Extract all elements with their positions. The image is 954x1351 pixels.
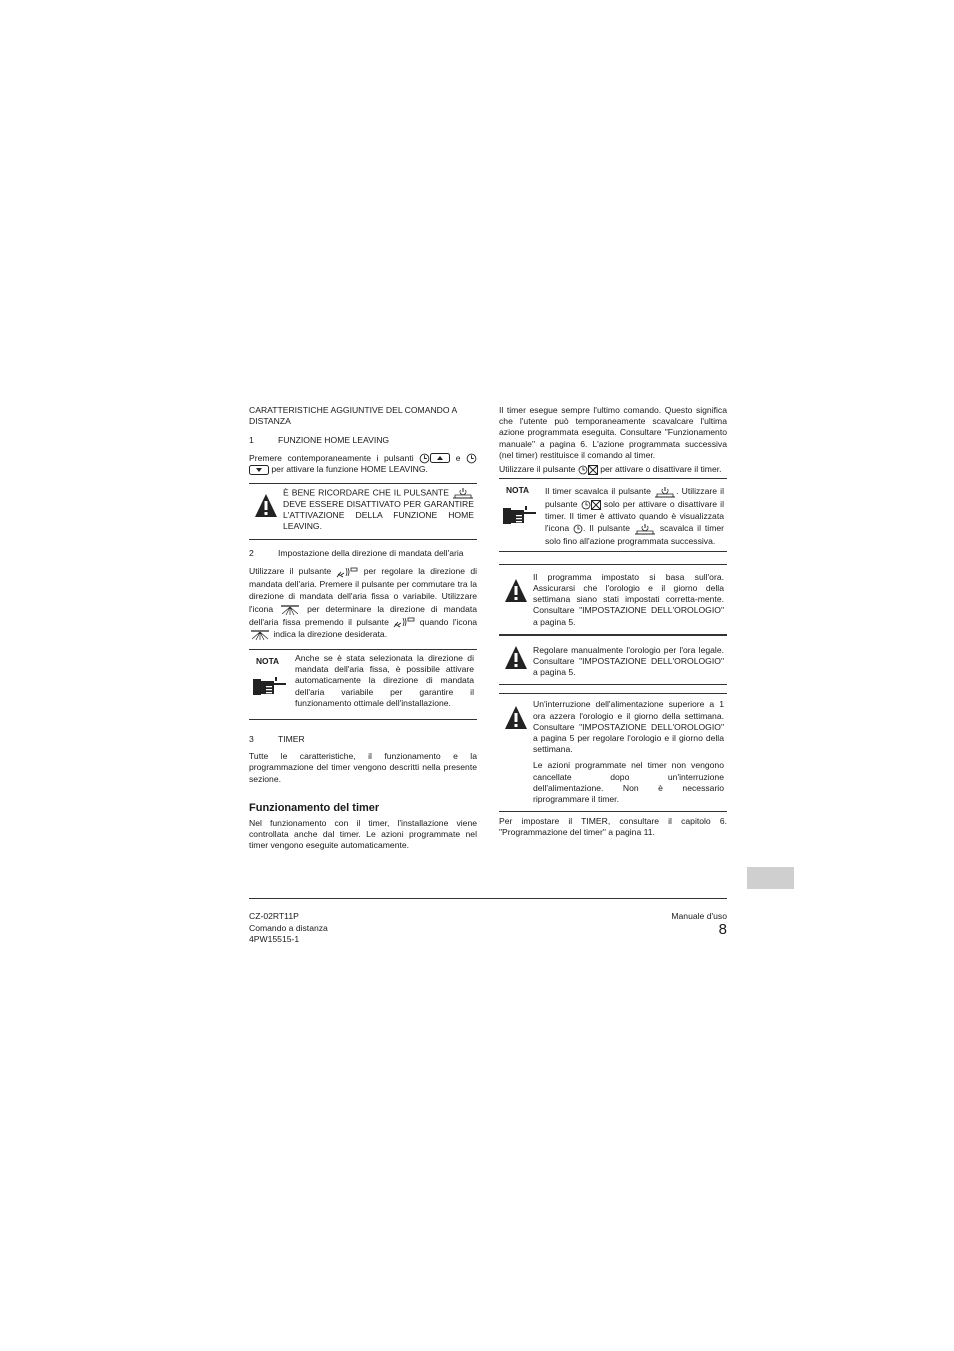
page-number: 8 [718, 921, 727, 938]
section-title: TIMER [278, 734, 305, 744]
left-column [249, 405, 477, 860]
footer-rule [249, 898, 727, 899]
text-run: per regolare la direzione di mandata dell'aria. Premere il pulsante per commutare tra la direzione di mandata dell'aria fissa o variabile. Utilizzare l'icona [249, 565, 478, 614]
model-number: CZ-02RT11P [249, 911, 299, 921]
timer-operation-paragraph: Nel funzionamento con il timer, l'installazione viene controllata anche dal timer. Le azioni programmate nel timer vengono eseguite automaticamente. [249, 818, 477, 851]
text-run: È BENE RICORDARE CHE IL PULSANTE [283, 487, 450, 498]
timer-toggle-paragraph [499, 464, 727, 475]
swing-button-icon [393, 616, 415, 628]
document-code: 4PW15515-1 [249, 934, 300, 944]
note-side [499, 482, 545, 546]
text-run: DEVE ESSERE DISATTIVATO PER GARANTIRE L'ATTIVAZIONE DELLA FUNZIONE HOME LEAVING. [283, 499, 474, 532]
air-flow-icon [249, 629, 271, 641]
note-side [249, 653, 295, 709]
text-run: indica la direzione desiderata. [273, 629, 388, 640]
section-number: 1 [249, 435, 254, 446]
warning-paragraph: Le azioni programmate nel timer non vengono cancellate dopo un'interruzione dell'alimentazione. Non è necessario riprogrammare il timer. [533, 760, 724, 804]
on-off-button-icon [634, 523, 656, 535]
warning-text: Regolare manualmente l'orologio per l'ora legale. Consultare "IMPOSTAZIONE DELL'OROLOGIO" a pagina 5. [533, 644, 724, 678]
clock-icon [573, 524, 583, 534]
text-run: per determinare la direzione di mandata dell'aria fissa premendo il pulsante [249, 603, 478, 627]
text-run: . Il pulsante [583, 522, 631, 533]
footer-left [249, 911, 328, 946]
chapter-tab [747, 867, 794, 889]
warning-icon [254, 493, 278, 519]
timer-override-paragraph: Il timer esegue sempre l'ultimo comando. Questo significa che l'utente può temporaneamente scavalcare l'ultima azione programmata eseguita. Consultare "Funzionamento manuale" a pagina 6. L'azione programmata successiva (nel timer) restituisce il comando al timer. [499, 405, 727, 460]
timer-operation-heading: Funzionamento del timer [249, 801, 380, 814]
warning-side [249, 487, 283, 533]
text-run: e [455, 452, 461, 463]
footer-right [620, 911, 727, 938]
up-arrow-button-icon [430, 453, 450, 463]
warning-box [499, 635, 727, 686]
section-header: CARATTERISTICHE AGGIUNTIVE DEL COMANDO A DISTANZA [249, 405, 457, 427]
timer-off-icon [588, 465, 598, 475]
note-text: Anche se è stata selezionata la direzione di mandata dell'aria fissa, è possibile attivare automaticamente la direzione di mandata dell'aria variabile per garantire il funzionamento ottimale dell'installazione. [295, 652, 474, 708]
warning-icon [504, 578, 528, 604]
clock-icon [581, 500, 591, 510]
note-label: NOTA [256, 655, 280, 666]
text-run: scavalca il timer solo fino all'azione programmata successiva. [545, 522, 724, 546]
section-title: Impostazione della direzione di mandata dell'aria [278, 547, 464, 558]
swing-button-icon [336, 566, 358, 578]
warning-paragraph: Un'interruzione dell'alimentazione superiore a 1 ora azzera l'orologio e il giorno della settimana. Consultare "IMPOSTAZIONE DELL'OROLOGIO" a pagina 5 per regolare l'orologio e il giorno della settimana. [533, 699, 724, 755]
warning-box [499, 569, 727, 635]
pointing-hand-icon [252, 673, 288, 697]
warning-text: Il programma impostato si basa sull'ora. Assicurarsi che l'orologio e il giorno della settimana siano stati impostati corretta-mente. Consultare "IMPOSTAZIONE DELL'OROLOGIO" a pagina 5. [533, 571, 724, 627]
text-run: . Utilizzare il pulsante [545, 486, 724, 509]
warning-box [499, 696, 727, 812]
product-name: Comando a distanza [249, 922, 328, 933]
timer-intro-paragraph: Tutte le caratteristiche, il funzionamento e la programmazione del timer vengono descritti nella presente sezione. [249, 751, 477, 784]
pointing-hand-icon [502, 502, 538, 526]
warning-side [499, 699, 533, 805]
clock-icon [466, 453, 477, 464]
section-title: FUNZIONE HOME LEAVING [278, 435, 390, 446]
warning-side [499, 639, 533, 679]
text-run: solo per attivare o disattivare il timer. Il timer è attivato quando è visualizzata l'icona [545, 498, 725, 533]
text-run: Il timer scavalca il pulsante [545, 486, 651, 497]
text-run: per attivare la funzione HOME LEAVING. [271, 463, 428, 474]
note-label: NOTA [506, 485, 530, 496]
warning-box [249, 483, 477, 540]
manual-label: Manuale d'uso [671, 911, 727, 921]
air-direction-paragraph [249, 565, 477, 641]
section-1-heading [249, 435, 477, 446]
warning-text [533, 699, 727, 805]
on-off-button-icon [452, 487, 474, 499]
warning-text [283, 487, 477, 533]
on-off-button-icon [654, 486, 676, 498]
text-run: per attivare o disattivare il timer. [600, 464, 722, 475]
section-number: 3 [249, 734, 254, 744]
text-run: Utilizzare il pulsante [249, 565, 332, 576]
text-run: quando l'icona [419, 616, 478, 627]
air-flow-icon [279, 604, 301, 616]
section-number: 2 [249, 547, 254, 558]
note-text [545, 482, 727, 546]
section-2-heading [249, 548, 477, 559]
section-3-heading [249, 734, 477, 745]
home-leaving-paragraph [249, 453, 477, 475]
timer-off-icon [591, 500, 601, 510]
warning-side [499, 572, 533, 628]
divider [499, 564, 727, 565]
right-column [499, 405, 727, 839]
timer-reference-paragraph: Per impostare il TIMER, consultare il capitolo 6. "Programmazione del timer" a pagina 11. [499, 816, 727, 838]
text-run: Utilizzare il pulsante [499, 464, 576, 475]
note-box [499, 478, 727, 551]
clock-icon [578, 465, 588, 475]
down-arrow-button-icon [249, 465, 269, 475]
divider [499, 693, 727, 694]
warning-icon [504, 705, 528, 731]
text-run: Premere contemporaneamente i pulsanti [249, 452, 414, 463]
clock-icon [419, 453, 430, 464]
warning-icon [504, 645, 528, 671]
note-box [249, 649, 477, 720]
